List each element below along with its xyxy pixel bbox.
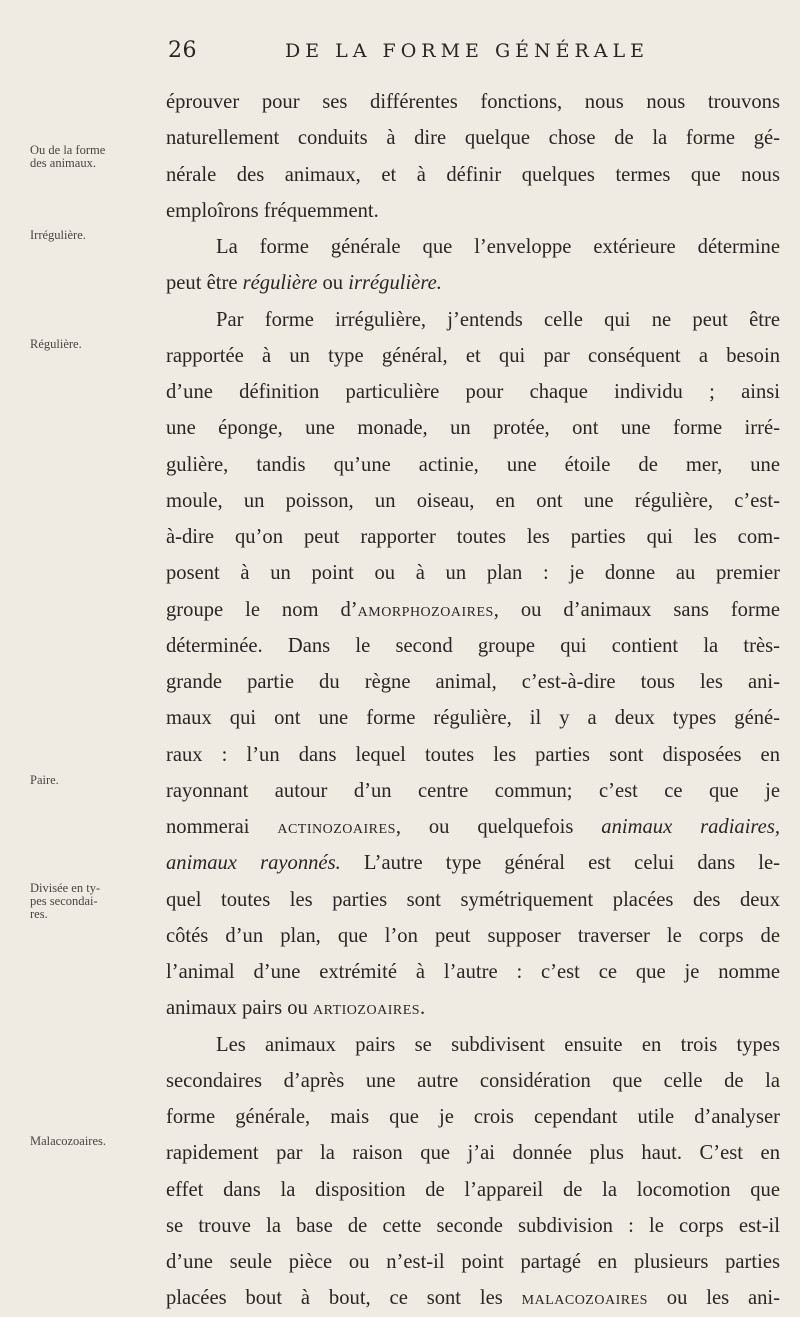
italic-term: régulière [242,272,318,295]
margin-note-line: Ou de la forme [30,143,106,157]
text-line: quel toutes les parties sont symétriquement placées des deux [166,888,780,911]
margin-note-line: Divisée en ty- [30,881,101,895]
page-header [0,38,800,68]
text-line [166,592,780,628]
text-line: d’une définition particulière pour chaque individu ; ainsi [166,381,780,403]
margin-note-reguliere [30,338,140,351]
text-segment: ou les ani- [647,1287,780,1310]
margin-note-line: pes secondai- [30,894,98,908]
running-head: DE LA FORME GÉNÉRALE [285,40,650,62]
body-text [166,84,780,1317]
text-segment: groupe le nom d’ [166,598,358,621]
text-line: côtés d’un plan, que l’on peut supposer traverser le corps de [166,924,780,947]
italic-term: irrégulière. [348,272,442,295]
text-line: gulière, tandis qu’une actinie, une étoile de mer, une [166,453,780,476]
margin-note-irreguliere [30,229,140,242]
text-line [166,809,780,845]
text-segment: placées bout à bout, ce sont les [166,1287,522,1310]
text-line: forme générale, mais que je crois cependant utile d’analyser [166,1106,780,1128]
margin-note-line: Paire. [30,773,59,787]
text-line: posent à un point ou à un plan : je donne au premier [166,562,780,585]
text-segment: animaux pairs ou [166,997,313,1020]
margin-note-divisee [30,882,140,921]
margin-note-line: res. [30,907,48,921]
text-line: nérale des animaux, et à définir quelques termes que nous [166,163,780,186]
margin-note-line: Malacozoaires. [30,1134,107,1148]
text-line: se trouve la base de cette seconde subdivision : le corps est-il [166,1214,780,1237]
italic-term: animaux radiaires, [601,816,780,838]
text-segment: L’autre type général est celui dans le- [340,852,780,875]
text-line: effet dans la disposition de l’appareil de la locomotion que [166,1178,780,1201]
text-segment: , ou d’animaux sans forme [493,598,780,621]
margin-note-line: Irrégulière. [30,228,86,242]
margin-note-line: Régulière. [30,337,82,351]
text-line: rapportée à un type général, et qui par conséquent a besoin [166,344,780,367]
text-line: secondaires d’après une autre considération que celle de la [166,1069,780,1092]
text-line: moule, un poisson, un oiseau, en ont une régulière, c’est- [166,489,780,512]
text-line: rapidement par la raison que j’ai donnée plus haut. C’est en [166,1142,780,1165]
small-caps-term: actinozoaires [277,816,396,838]
text-line: déterminée. Dans le second groupe qui contient la très- [166,634,780,657]
text-line: naturellement conduits à dire quelque chose de la forme gé- [166,127,780,150]
text-line: éprouver pour ses différentes fonctions, nous nous trouvons [166,91,780,113]
page-number: 26 [168,38,197,63]
text-line: Par forme irrégulière, j’entends celle qui ne peut être [216,308,780,331]
italic-term: animaux rayonnés. [166,852,341,875]
text-segment: , ou quelquefois [395,816,602,838]
text-line: à-dire qu’on peut rapporter toutes les parties qui les com- [166,526,780,548]
text-line: emploîrons fréquemment. [166,199,379,222]
text-line: raux : l’un dans lequel toutes les parties sont disposées en [166,743,780,766]
text-line: une éponge, une monade, un protée, ont une forme irré- [166,417,780,440]
margin-note-malacozoaires [30,1135,140,1148]
small-caps-term: malacozoaires [521,1287,648,1310]
margin-note-forme [30,144,140,170]
text-line: rayonnant autour d’un centre commun; c’est ce que je [166,779,780,802]
text-segment: nommerai [166,816,278,838]
text-segment: . [420,997,426,1020]
text-line: maux qui ont une forme régulière, il y a deux types géné- [166,707,780,730]
text-line: l’animal d’une extrémité à l’autre : c’est ce que je nomme [166,961,780,983]
text-line [166,845,780,881]
text-line [166,1280,780,1316]
text-line: Les animaux pairs se subdivisent ensuite en trois types [216,1033,780,1056]
text-line [166,990,780,1026]
small-caps-term: artiozoaires [312,997,421,1020]
text-segment: ou [317,272,349,295]
margin-note-paire [30,774,140,787]
text-line: d’une seule pièce ou n’est-il point partagé en plusieurs parties [166,1251,780,1273]
text-line: grande partie du règne animal, c’est-à-dire tous les ani- [166,671,780,693]
text-line [166,265,780,301]
text-line: La forme générale que l’enveloppe extérieure détermine [216,236,780,258]
small-caps-term: amorphozoaires [357,598,494,621]
margin-note-line: des animaux. [30,156,96,170]
text-segment: peut être [166,272,243,295]
